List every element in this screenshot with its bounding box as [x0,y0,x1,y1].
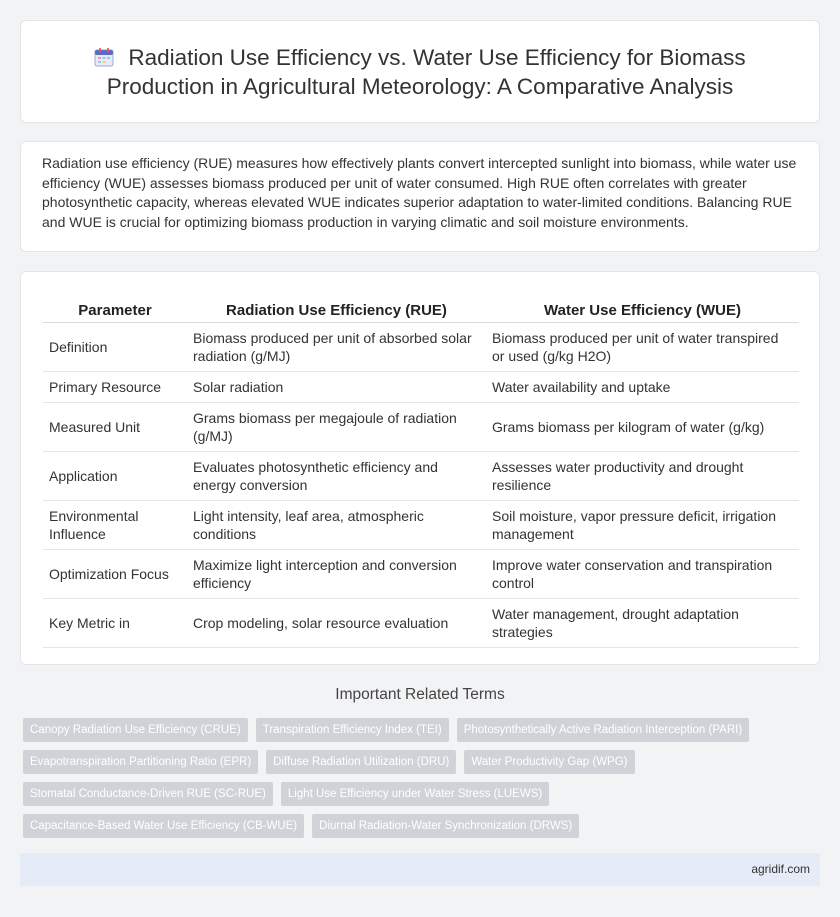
table-cell: Application [43,451,187,500]
table-cell: Solar radiation [187,371,486,402]
table-cell: Water availability and uptake [486,371,799,402]
table-row [43,598,799,647]
table-cell: Environmental Influence [43,500,187,549]
related-terms-list [23,718,813,838]
table-row [43,500,799,549]
table-row [43,402,799,451]
intro-paragraph: Radiation use efficiency (RUE) measures how effectively plants convert intercepted sunlight into biomass, while water use efficiency (WUE) assesses biomass produced per unit of water consumed. High RUE often correlates with greater photosynthetic capacity, whereas elevated WUE indicates superior adaptation to water-limited conditions. Balancing RUE and WUE is crucial for optimizing biomass production in varying climatic and soil moisture environments. [42,155,797,230]
table-row [43,549,799,598]
related-term-tag[interactable]: Diurnal Radiation-Water Synchronization (DRWS) [312,814,579,838]
table-cell: Grams biomass per megajoule of radiation (g/MJ) [187,402,486,451]
intro-card [20,141,820,252]
related-terms-heading: Important Related Terms [335,686,505,703]
table-header-row [43,294,799,322]
table-cell: Optimization Focus [43,549,187,598]
related-term-tag[interactable]: Transpiration Efficiency Index (TEI) [256,718,449,742]
column-header-parameter: Parameter [43,294,187,322]
table-row [43,322,799,371]
related-term-tag[interactable]: Water Productivity Gap (WPG) [464,750,634,774]
table-cell: Definition [43,322,187,371]
table-row [43,451,799,500]
related-term-tag[interactable]: Stomatal Conductance-Driven RUE (SC-RUE) [23,782,273,806]
table-row [43,371,799,402]
table-cell: Measured Unit [43,402,187,451]
table-cell: Key Metric in [43,598,187,647]
related-term-tag[interactable]: Canopy Radiation Use Efficiency (CRUE) [23,718,248,742]
table-cell: Maximize light interception and conversion efficiency [187,549,486,598]
footer-bar [20,853,820,886]
title-card [20,20,820,123]
footer-site-link[interactable]: agridif.com [751,862,810,876]
table-cell: Water management, drought adaptation strategies [486,598,799,647]
related-term-tag[interactable]: Light Use Efficiency under Water Stress (LUEWS) [281,782,549,806]
table-cell: Biomass produced per unit of absorbed solar radiation (g/MJ) [187,322,486,371]
calendar-icon [94,47,114,67]
column-header-rue: Radiation Use Efficiency (RUE) [187,294,486,322]
related-term-tag[interactable]: Evapotranspiration Partitioning Ratio (EPR) [23,750,258,774]
table-cell: Grams biomass per kilogram of water (g/kg) [486,402,799,451]
title-text: Radiation Use Efficiency vs. Water Use Efficiency for Biomass Production in Agricultural Meteorology: A Comparative Analysis [106,44,746,99]
comparison-table [43,294,799,648]
table-cell: Primary Resource [43,371,187,402]
table-cell: Assesses water productivity and drought resilience [486,451,799,500]
column-header-wue: Water Use Efficiency (WUE) [486,294,799,322]
table-cell: Soil moisture, vapor pressure deficit, irrigation management [486,500,799,549]
table-cell: Improve water conservation and transpiration control [486,549,799,598]
comparison-card [20,271,820,665]
related-term-tag[interactable]: Photosynthetically Active Radiation Interception (PARI) [457,718,749,742]
table-cell: Light intensity, leaf area, atmospheric conditions [187,500,486,549]
related-term-tag[interactable]: Capacitance-Based Water Use Efficiency (CB-WUE) [23,814,304,838]
table-cell: Biomass produced per unit of water transpired or used (g/kg H2O) [486,322,799,371]
table-cell: Crop modeling, solar resource evaluation [187,598,486,647]
table-cell: Evaluates photosynthetic efficiency and energy conversion [187,451,486,500]
page-title [61,43,779,101]
related-term-tag[interactable]: Diffuse Radiation Utilization (DRU) [266,750,456,774]
